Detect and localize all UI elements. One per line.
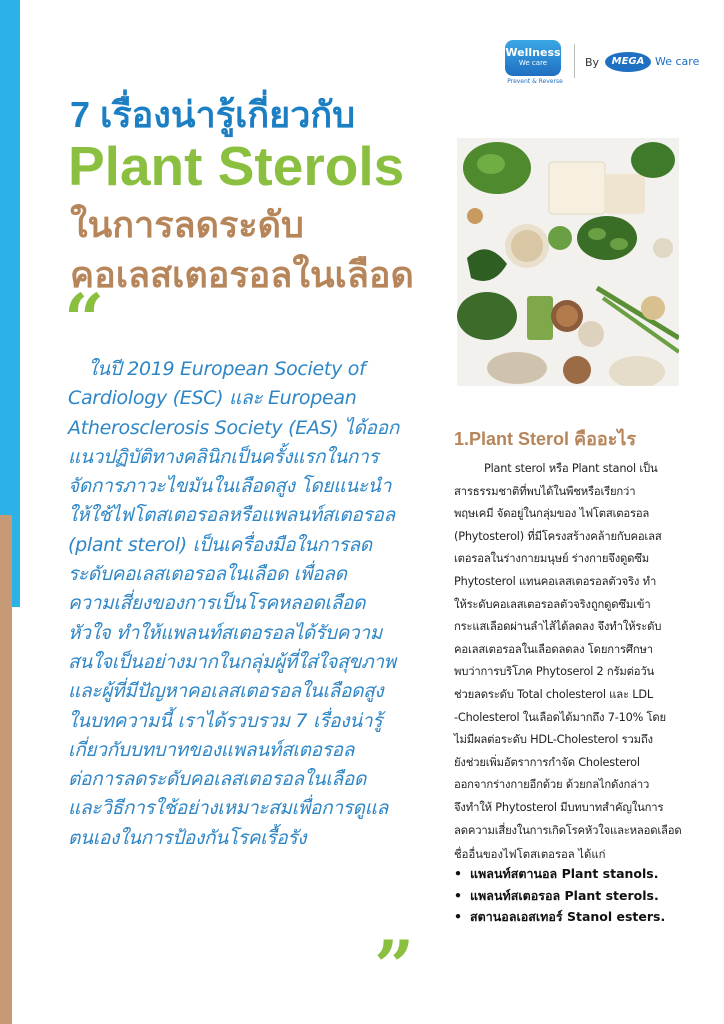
open-quote-mark: “ — [64, 278, 105, 361]
bullet-dot-icon: • — [454, 909, 462, 925]
intro-line: ให้ใช้ไฟโตสเตอรอลหรือแพลนท์สเตอรอล — [68, 504, 395, 527]
logo-divider — [574, 44, 575, 78]
body-line: -Cholesterol ในเลือดได้มากถึง 7-10% โดย — [454, 710, 666, 724]
intro-line: หัวใจ ทำให้แพลนท์สเตอรอลได้รับความ — [68, 621, 382, 644]
page-title-line-3: ในการลดระดับ — [70, 204, 304, 245]
intro-line: ตนเองในการป้องกันโรคเรื้อรัง — [68, 826, 307, 849]
side-accent-bar-tan — [0, 515, 12, 1024]
other-names-list — [454, 863, 665, 928]
we-care-label: We care — [655, 55, 700, 68]
section-1-title: 1.Plant Sterol คืออะไร — [454, 429, 637, 449]
intro-line: จัดการภาวะไขมันในเลือดสูง โดยแนะนำ — [68, 475, 392, 498]
body-line: พฤษเคมี จัดอยู่ในกลุ่มของ ไฟโตสเตอรอล — [454, 507, 650, 521]
body-line: Plant sterol หรือ Plant stanol เป็น — [484, 462, 658, 475]
intro-quote-paragraph — [68, 355, 426, 853]
list-item-text: แพลนท์สเตอรอล Plant sterols. — [470, 887, 659, 903]
body-line: ช่วยลดระดับ Total cholesterol และ LDL — [454, 687, 653, 701]
body-line: พบว่าการบริโภค Phytoserol 2 กรัมต่อวัน — [454, 665, 655, 679]
intro-line: เกี่ยวกับบทบาทของแพลนท์สเตอรอล — [68, 738, 355, 761]
list-item — [454, 885, 665, 907]
intro-line: และผู้ที่มีปัญหาคอเลสเตอรอลในเลือดสูง — [68, 680, 384, 703]
list-item-text: แพลนท์สตานอล Plant stanols. — [470, 866, 659, 881]
list-item — [454, 906, 665, 928]
body-line: เตอรอลในร่างกายมนุษย์ ร่างกายจึงดูดซึม — [454, 552, 650, 566]
body-line: ออกจากร่างกายอีกด้วย ด้วยกลไกดังกล่าว — [454, 778, 650, 792]
intro-line: Cardiology (ESC) และ European — [68, 387, 357, 410]
body-line: จึงทำให้ Phytosterol มีบทบาทสำคัญในการ — [454, 800, 664, 814]
intro-line: แนวปฏิบัติทางคลินิกเป็นครั้งแรกในการ — [68, 445, 379, 468]
body-line: คอเลสเตอรอลในเลือดลดลง โดยการศึกษา — [454, 642, 653, 656]
wellness-logo-text: Wellness — [505, 46, 561, 59]
page-title-line-4: คอเลสเตอรอลในเลือด — [70, 254, 414, 295]
list-item — [454, 863, 665, 885]
page-title-line-1: 7 เรื่องน่ารู้เกี่ยวกับ — [70, 94, 356, 135]
section-1-body — [454, 458, 686, 842]
page-title-line-2: Plant Sterols — [68, 135, 405, 197]
body-line: ลดความเสี่ยงในการเกิดโรคหัวใจและหลอดเลือด — [454, 823, 682, 837]
plant-foods-illustration — [457, 138, 679, 386]
bullet-dot-icon: • — [454, 887, 462, 903]
body-line: สารธรรมชาติที่พบได้ในพืชหรือเรียกว่า — [454, 484, 636, 498]
body-line: (Phytosterol) ที่มีโครงสร้างคล้ายกับคอเลส — [454, 529, 662, 543]
intro-line: ในบทความนี้ เราได้รวบรวม 7 เรื่องน่ารู้ — [68, 709, 383, 732]
mega-logo: MEGA — [605, 52, 651, 72]
close-quote-mark: ” — [374, 925, 415, 1008]
wellness-tagline: Prevent & Reverse — [507, 78, 563, 85]
brand-logos — [505, 40, 705, 90]
intro-line: และวิธีการใช้อย่างเหมาะสมเพื่อการดูแล — [68, 797, 388, 820]
intro-line: ต่อการลดระดับคอเลสเตอรอลในเลือด — [68, 768, 367, 791]
intro-line: Atherosclerosis Society (EAS) ได้ออก — [68, 416, 399, 439]
body-line: ให้ระดับคอเลสเตอรอลตัวจริงถูกดูดซึมเข้า — [454, 597, 651, 611]
intro-line: สนใจเป็นอย่างมากในกลุ่มผู้ที่ใส่ใจสุขภาพ — [68, 650, 396, 673]
intro-line: (plant sterol) เป็นเครื่องมือในการลด — [68, 533, 372, 556]
by-label: By — [585, 56, 600, 69]
wellness-logo-subtext: We care — [518, 59, 548, 67]
list-item-text: สตานอลเอสเทอร์ Stanol esters. — [470, 909, 666, 925]
intro-line: ในปี 2019 European Society of — [88, 358, 366, 380]
intro-line: ระดับคอเลสเตอรอลในเลือด เพื่อลด — [68, 563, 347, 586]
body-line: ไม่มีผลต่อระดับ HDL-Cholesterol รวมถึง — [454, 733, 653, 747]
plant-foods-photo — [457, 138, 679, 386]
intro-line: ความเสี่ยงของการเป็นโรคหลอดเลือด — [68, 592, 366, 615]
bullet-dot-icon: • — [454, 866, 462, 881]
other-names-label: ชื่ออื่นของไฟโตสเตอรอล ได้แก่ — [454, 848, 606, 861]
body-line: ยังช่วยเพิ่มอัตราการกำจัด Cholesterol — [454, 755, 640, 769]
wellness-logo — [505, 40, 561, 76]
body-line: Phytosterol แทนคอเลสเตอรอลตัวจริง ทำ — [454, 574, 657, 588]
body-line: กระแสเลือดผ่านลำไส้ได้ลดลง จึงทำให้ระดับ — [454, 620, 662, 634]
